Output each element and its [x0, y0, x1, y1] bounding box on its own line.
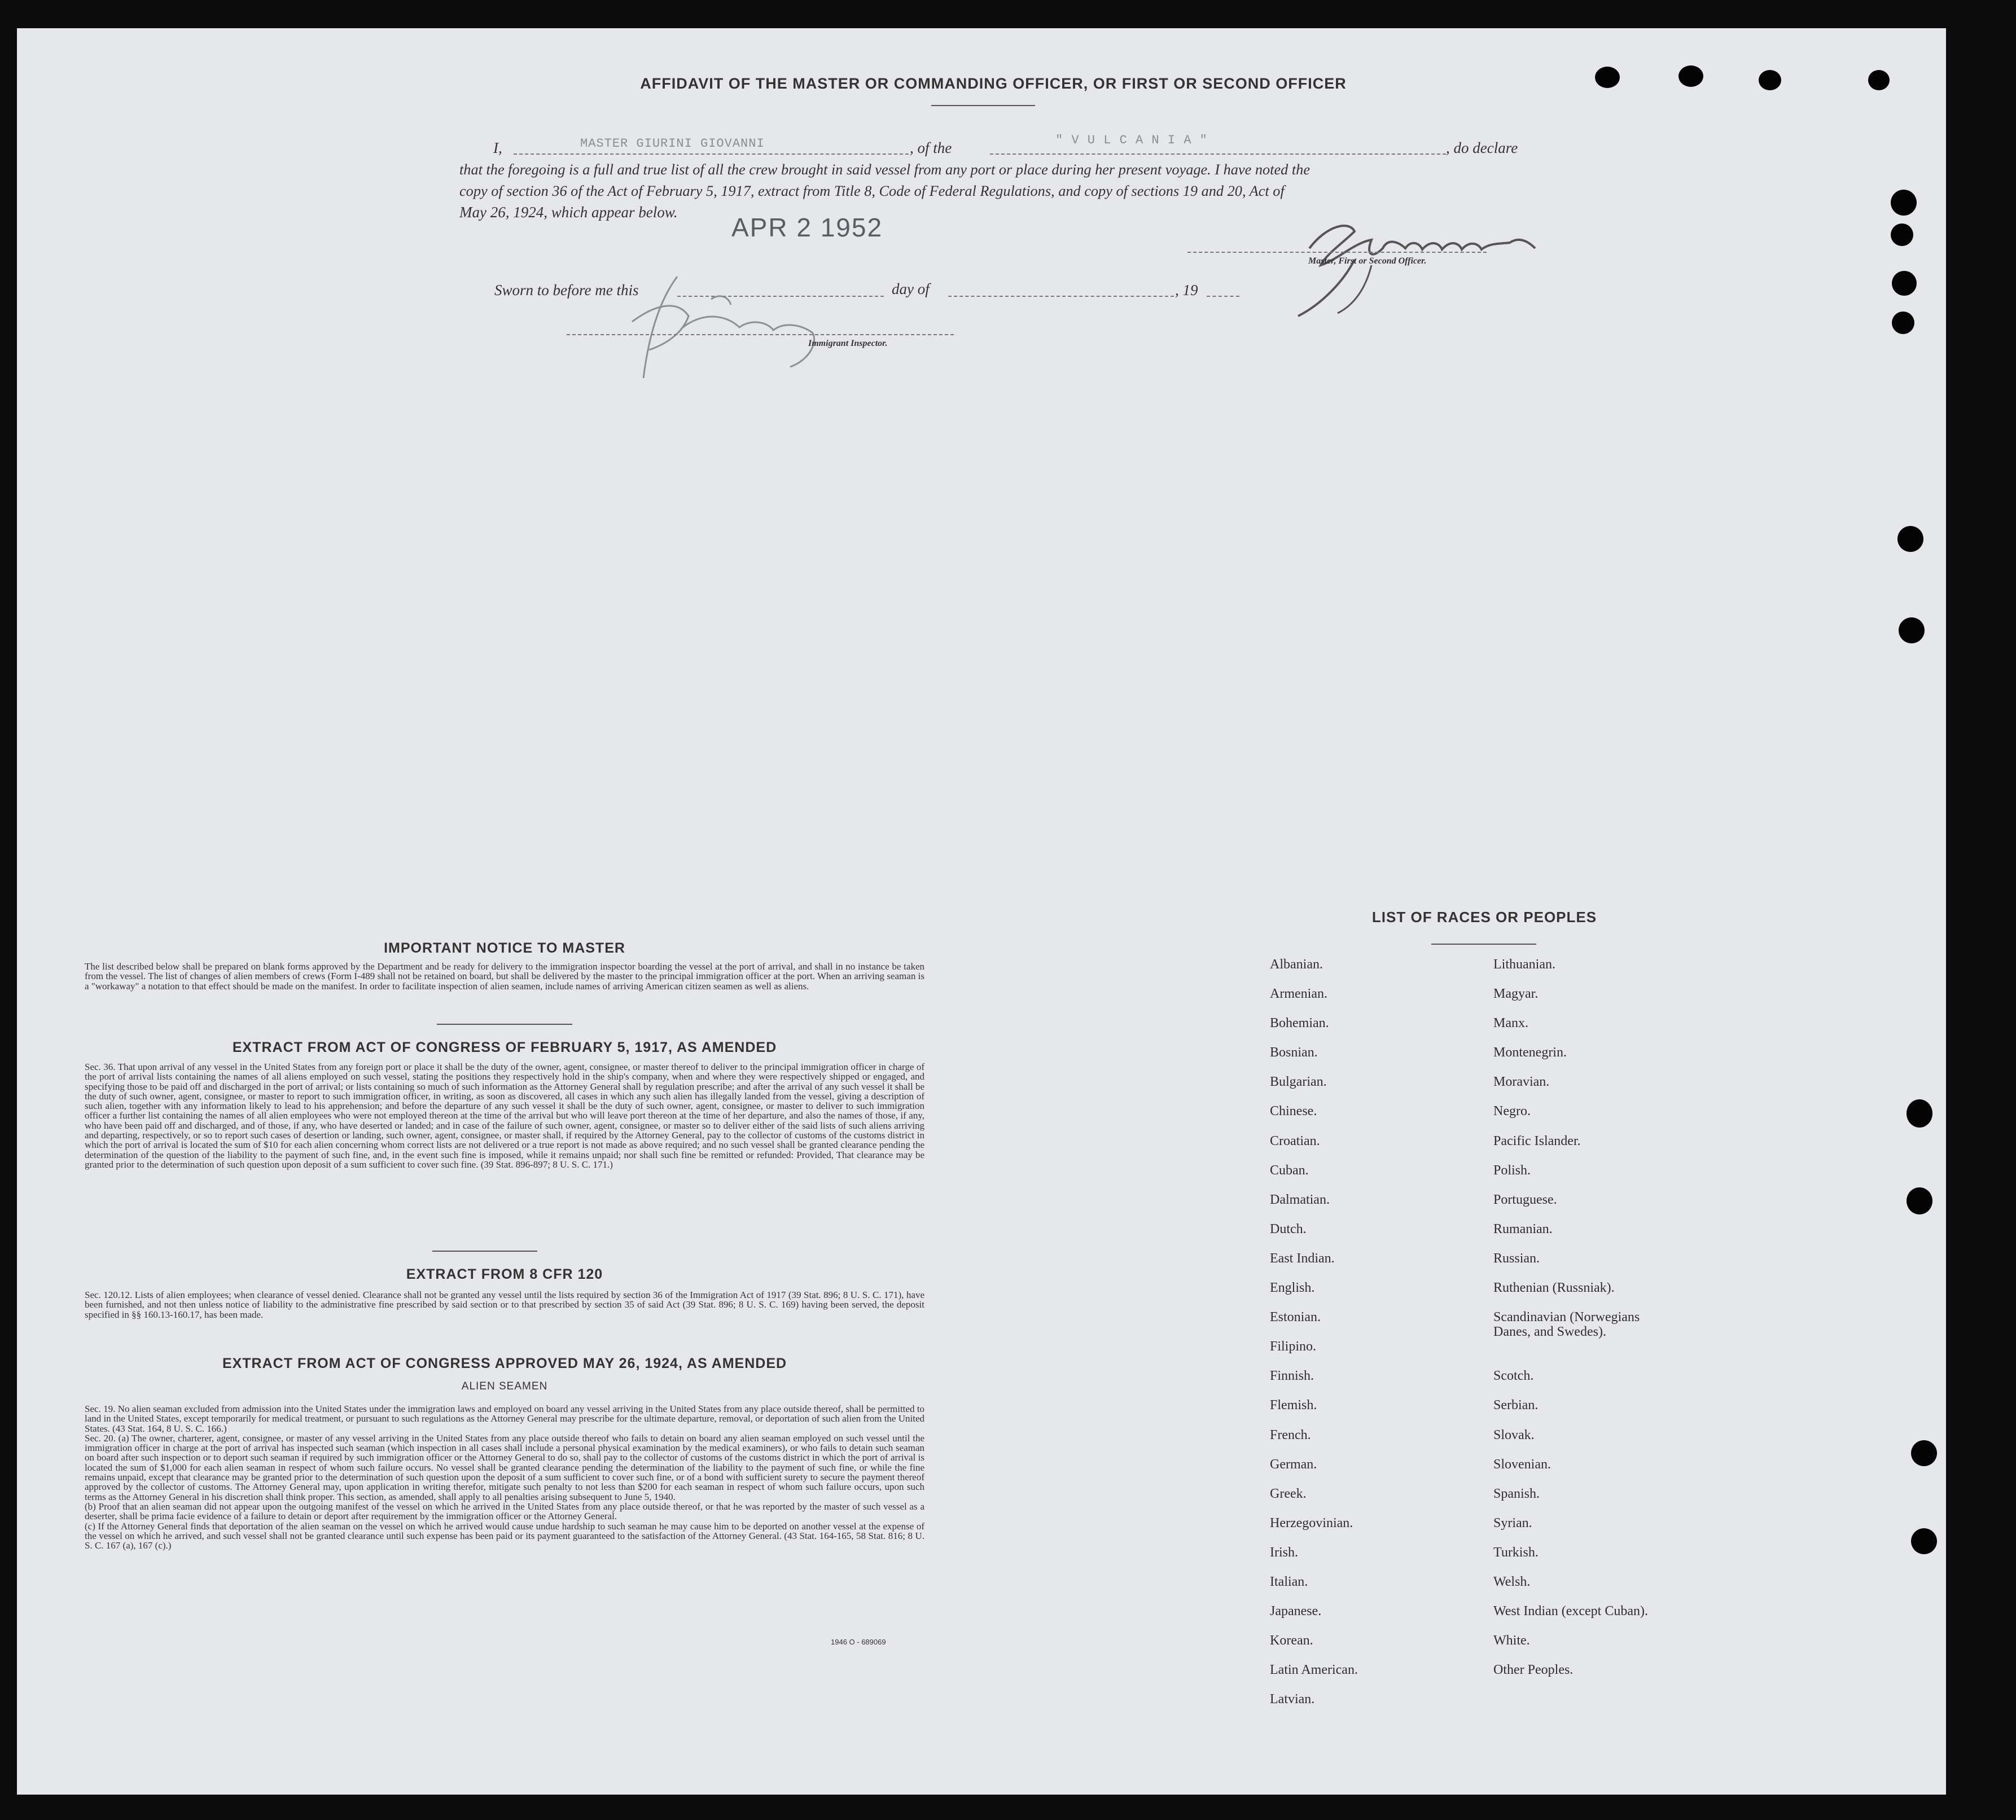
people-item: Pacific Islander.: [1493, 1133, 1581, 1148]
section-20c-text: (c) If the Attorney General finds that deportation of the alien seaman on the vessel on which he arrived would cause undue hardship to such seaman he may cause him to be deported on another vessel at the expense of the vessel on which he arrived, and such vessel shall not be granted clearance until such expense has been paid or its payment guaranteed to the satisfaction of the Attorney General. (43 Stat. 164-165, 58 Stat. 816; 8 U. S. C. 167 (a), 167 (c).): [85, 1520, 924, 1551]
year-prefix: , 19: [1175, 282, 1198, 299]
people-item: Cuban.: [1270, 1163, 1309, 1178]
people-item: Magyar.: [1493, 986, 1539, 1002]
of-the-label: , of the: [910, 139, 952, 156]
people-item: Latvian.: [1270, 1692, 1315, 1707]
master-name-line: [514, 154, 909, 155]
binder-hole: [1868, 70, 1890, 90]
people-item: Negro.: [1493, 1104, 1531, 1119]
people-item: Bulgarian.: [1270, 1075, 1327, 1090]
people-item: Irish.: [1270, 1545, 1298, 1560]
people-item: English.: [1270, 1280, 1315, 1296]
people-item: Scotch.: [1493, 1369, 1534, 1384]
binder-hole: [1678, 65, 1703, 87]
date-stamp: APR 2 1952: [731, 213, 883, 242]
people-item: Ruthenian (Russniak).: [1493, 1280, 1615, 1296]
section-20b-text: (b) Proof that an alien seaman did not appear upon the outgoing manifest of the vessel on which he arrived in the United States from any place outside thereof, or that he was reported by the master of such vessel as a deserter, shall be prima facie evidence of a failure to detain or deport after requirement by the immigration officer or the Attorney General.: [85, 1501, 924, 1522]
sworn-label: Sworn to before me this: [494, 282, 639, 299]
people-item: Estonian.: [1270, 1310, 1321, 1325]
inspector-signature-line: [567, 334, 954, 335]
people-item: Scandinavian (Norwegians Danes, and Swedes).: [1493, 1310, 1640, 1340]
binder-hole: [1907, 1187, 1932, 1214]
people-item: Croatian.: [1270, 1133, 1320, 1148]
binder-hole: [1892, 312, 1914, 334]
people-item: Welsh.: [1493, 1574, 1531, 1589]
people-item: Syrian.: [1493, 1515, 1532, 1530]
people-item: Serbian.: [1493, 1398, 1539, 1413]
vessel-name: " V U L C A N I A ": [1055, 133, 1208, 147]
people-item: Herzegovinian.: [1270, 1515, 1353, 1530]
section-rule: [437, 1024, 572, 1025]
binder-hole: [1891, 223, 1913, 246]
people-item: Montenegrin.: [1493, 1045, 1567, 1060]
people-item: East Indian.: [1270, 1251, 1335, 1266]
binder-hole: [1892, 271, 1917, 296]
binder-hole: [1911, 1440, 1937, 1466]
day-of-label: day of: [892, 280, 930, 297]
sworn-month-line: [948, 296, 1174, 297]
people-item: Flemish.: [1270, 1398, 1317, 1413]
extract-1917-text: Sec. 36. That upon arrival of any vessel in the United States from any foreign port or place it shall be the duty of the owner, agent, consignee, or master thereof to deliver to the principal immigration officer in charge of the port of arrival lists containing the names of all aliens employed on such vessel, stating the positions they respectively hold in the ship's company, when and where they were respectively shipped or engaged, and specifying those to be paid off and discharged in the port of arrival; or lists containing so much of such information as the Attorney General shall by regulation prescribe; and after the arrival of any such vessel it shall be the duty of such owner, agent, consignee, or master to report to such immigration officer, in writing, as soon as discovered, all cases in which any such alien has illegally landed from the vessel, giving a description of such alien, together with any information likely to lead to his apprehension; and before the departure of any such vessel it shall be the duty of such owner, agent, consignee, or master to deliver to such immigration officer a further list containing the names of all alien employees who were not employed thereon at the time of the arrival but who will leave port thereon at the time of her departure, and also the names of those, if any, who have been paid off and discharged, and of those, if any, who have deserted or landed; and in case of the failure of such owner, agent, consignee, or master so to deliver either of the said lists of such aliens arriving and departing, respectively, or so to report such cases of desertion or landing, such owner, agent, consignee, or master shall, if required by the Attorney General, pay to the collector of customs of the customs district in which the port of arrival is located the sum of $10 for each alien concerning whom correct lists are not delivered or a true report is not made as above required; and no such vessel shall be granted clearance pending the determination of the question of the liability to the payment of such fine, and, in the event such fine is imposed, while it remains unpaid; nor shall such fine be remitted or refunded: Provided, That clearance may be granted prior to the determination of such question upon deposit of a sum sufficient to cover such fine. (39 Stat. 896-897; 8 U. S. C. 171.): [85, 1062, 924, 1170]
declaration-prefix: I,: [493, 139, 502, 156]
section-20a-text: Sec. 20. (a) The owner, charterer, agent, consignee, or master of any vessel arriving in the United States from any place outside thereof who fails to detain on board any alien seaman employed on such vessel until the immigration officer in charge at the port of arrival has inspected such seaman (which inspection in all cases shall include a personal physical examination by the medical examiners), or who fails to detain such seaman on board after such inspection or to deport such seaman if required by such immigration officer or the Attorney General to do so, shall pay to the collector of customs of the customs district in which the port of arrival is located the sum of $1,000 for each alien seaman in respect of whom such failure occurs. No vessel shall be granted clearance pending the determination of the liability to the payment of such fine, or while the fine remains unpaid, except that clearance may be granted prior to the determination of such question upon the deposit of a sum sufficient to cover such fine, or of a bond with sufficient surety to secure the payment thereof approved by the collector of customs. The Attorney General may, upon application in writing therefor, mitigate such penalty to not less than $200 for each seaman in respect of whom such failure occurs, upon such terms as the Attorney General in his discretion shall think proper. This section, as amended, shall apply to all penalties arising subsequent to June 5, 1940.: [85, 1432, 924, 1502]
extract-cfr-text: Sec. 120.12. Lists of alien employees; when clearance of vessel denied. Clearance shall not be granted any vessel until the lists required by section 36 of the Immigration Act of 1917 (39 Stat. 896; 8 U. S. C. 171), have been furnished, and not then unless notice of liability to the administrative fine prescribed by said section or to that prescribed by section 35 of said Act (39 Stat. 896; 8 U. S. C. 169) having been served, the deposit specified in §§ 160.13-160.17, has been made.: [85, 1290, 924, 1320]
extract-1924-title: EXTRACT FROM ACT OF CONGRESS APPROVED MAY 26, 1924, AS AMENDED: [222, 1356, 787, 1371]
title-rule: [931, 105, 1035, 106]
people-item: Greek.: [1270, 1486, 1307, 1501]
people-item: French.: [1270, 1427, 1311, 1442]
inspector-signature: [598, 265, 835, 389]
binder-hole: [1897, 526, 1923, 552]
people-item: Albanian.: [1270, 957, 1323, 972]
people-item: Other Peoples.: [1493, 1663, 1574, 1678]
notice-title: IMPORTANT NOTICE TO MASTER: [384, 940, 625, 956]
binder-hole: [1911, 1528, 1937, 1554]
binder-hole: [1759, 70, 1781, 90]
binder-hole: [1907, 1099, 1932, 1128]
peoples-list: [1270, 957, 1778, 1725]
people-item: Finnish.: [1270, 1369, 1314, 1384]
people-item: Turkish.: [1493, 1545, 1539, 1560]
binder-hole: [1891, 190, 1917, 216]
vessel-name-line: [990, 154, 1446, 155]
binder-hole: [1595, 67, 1620, 88]
people-item: Italian.: [1270, 1574, 1308, 1589]
people-item: Spanish.: [1493, 1486, 1540, 1501]
officer-label: Master, First or Second Officer.: [1308, 256, 1427, 266]
section-rule: [432, 1251, 537, 1252]
people-item: West Indian (except Cuban).: [1493, 1604, 1648, 1619]
peoples-column-1: [1270, 957, 1518, 1721]
people-item: Manx.: [1493, 1016, 1528, 1031]
master-name: MASTER GIURINI GIOVANNI: [580, 137, 765, 151]
do-declare-label: , do declare: [1446, 139, 1518, 156]
people-item: Latin American.: [1270, 1663, 1358, 1678]
declaration-line-3: copy of section 36 of the Act of February 5, 1917, extract from Title 8, Code of Federal Regulations, and copy of sections 19 and 20, Act of: [459, 183, 1285, 199]
people-item: Bohemian.: [1270, 1016, 1329, 1031]
people-item: Bosnian.: [1270, 1045, 1318, 1060]
people-item: Dutch.: [1270, 1221, 1307, 1236]
people-item: Dalmatian.: [1270, 1192, 1330, 1207]
notice-text: The list described below shall be prepared on blank forms approved by the Department and be ready for delivery to the immigration inspector boarding the vessel at the port of arrival, and shall in no instance be taken from the vessel. The list of changes of alien members of crews (Form I-489 shall not be retained on board, but shall be delivered by the master to the principal immigration officer at the port. When an arriving seaman is a "workaway" a notation to that effect should be made on the manifest. In order to facilitate inspection of alien seamen, include names of arriving American citizen seamen as well as aliens.: [85, 961, 924, 992]
people-item: Chinese.: [1270, 1104, 1317, 1119]
print-code: 1946 O - 689069: [831, 1638, 886, 1646]
section-19-text: Sec. 19. No alien seaman excluded from admission into the United States under the immigration laws and employed on board any vessel arriving in the United States from any place outside thereof, shall be permitted to land in the United States, except temporarily for medical treatment, or pursuant to such regulations as the Attorney General may prescribe for the ultimate departure, removal, or deportation of such alien from the United States. (43 Stat. 164, 8 U. S. C. 166.): [85, 1404, 924, 1434]
people-item: Japanese.: [1270, 1604, 1322, 1619]
people-item: Rumanian.: [1493, 1221, 1553, 1236]
people-item: [1493, 1339, 1742, 1369]
people-item: Filipino.: [1270, 1339, 1317, 1354]
peoples-title-rule: [1431, 944, 1536, 945]
people-item: Polish.: [1493, 1163, 1531, 1178]
extract-1917-title: EXTRACT FROM ACT OF CONGRESS OF FEBRUARY 5, 1917, AS AMENDED: [232, 1040, 777, 1055]
extract-1924-subtitle: ALIEN SEAMEN: [461, 1380, 548, 1392]
extract-1924-body: [85, 1404, 924, 1550]
people-item: Portuguese.: [1493, 1192, 1557, 1207]
inspector-label: Immigrant Inspector.: [808, 339, 888, 348]
people-item: White.: [1493, 1633, 1530, 1648]
sworn-year-line: [1207, 296, 1239, 297]
people-item: Korean.: [1270, 1633, 1313, 1648]
declaration-line-2: that the foregoing is a full and true list of all the crew brought in said vessel from any port or place during her present voyage. I have noted the: [459, 161, 1310, 178]
extract-cfr-title: EXTRACT FROM 8 CFR 120: [406, 1266, 603, 1282]
people-item: Moravian.: [1493, 1075, 1550, 1090]
officer-signature-line: [1187, 252, 1487, 253]
people-item: German.: [1270, 1457, 1317, 1472]
peoples-column-2: [1493, 957, 1742, 1692]
binder-hole: [1899, 617, 1925, 643]
people-item: Slovenian.: [1493, 1457, 1551, 1472]
people-item: Russian.: [1493, 1251, 1540, 1266]
peoples-list-title: LIST OF RACES OR PEOPLES: [1371, 909, 1597, 926]
declaration-line-4: May 26, 1924, which appear below.: [459, 204, 678, 221]
affidavit-title: AFFIDAVIT OF THE MASTER OR COMMANDING OFFICER, OR FIRST OR SECOND OFFICER: [640, 75, 1347, 92]
people-item: Armenian.: [1270, 986, 1327, 1002]
people-item: Lithuanian.: [1493, 957, 1555, 972]
people-item: Slovak.: [1493, 1427, 1535, 1442]
